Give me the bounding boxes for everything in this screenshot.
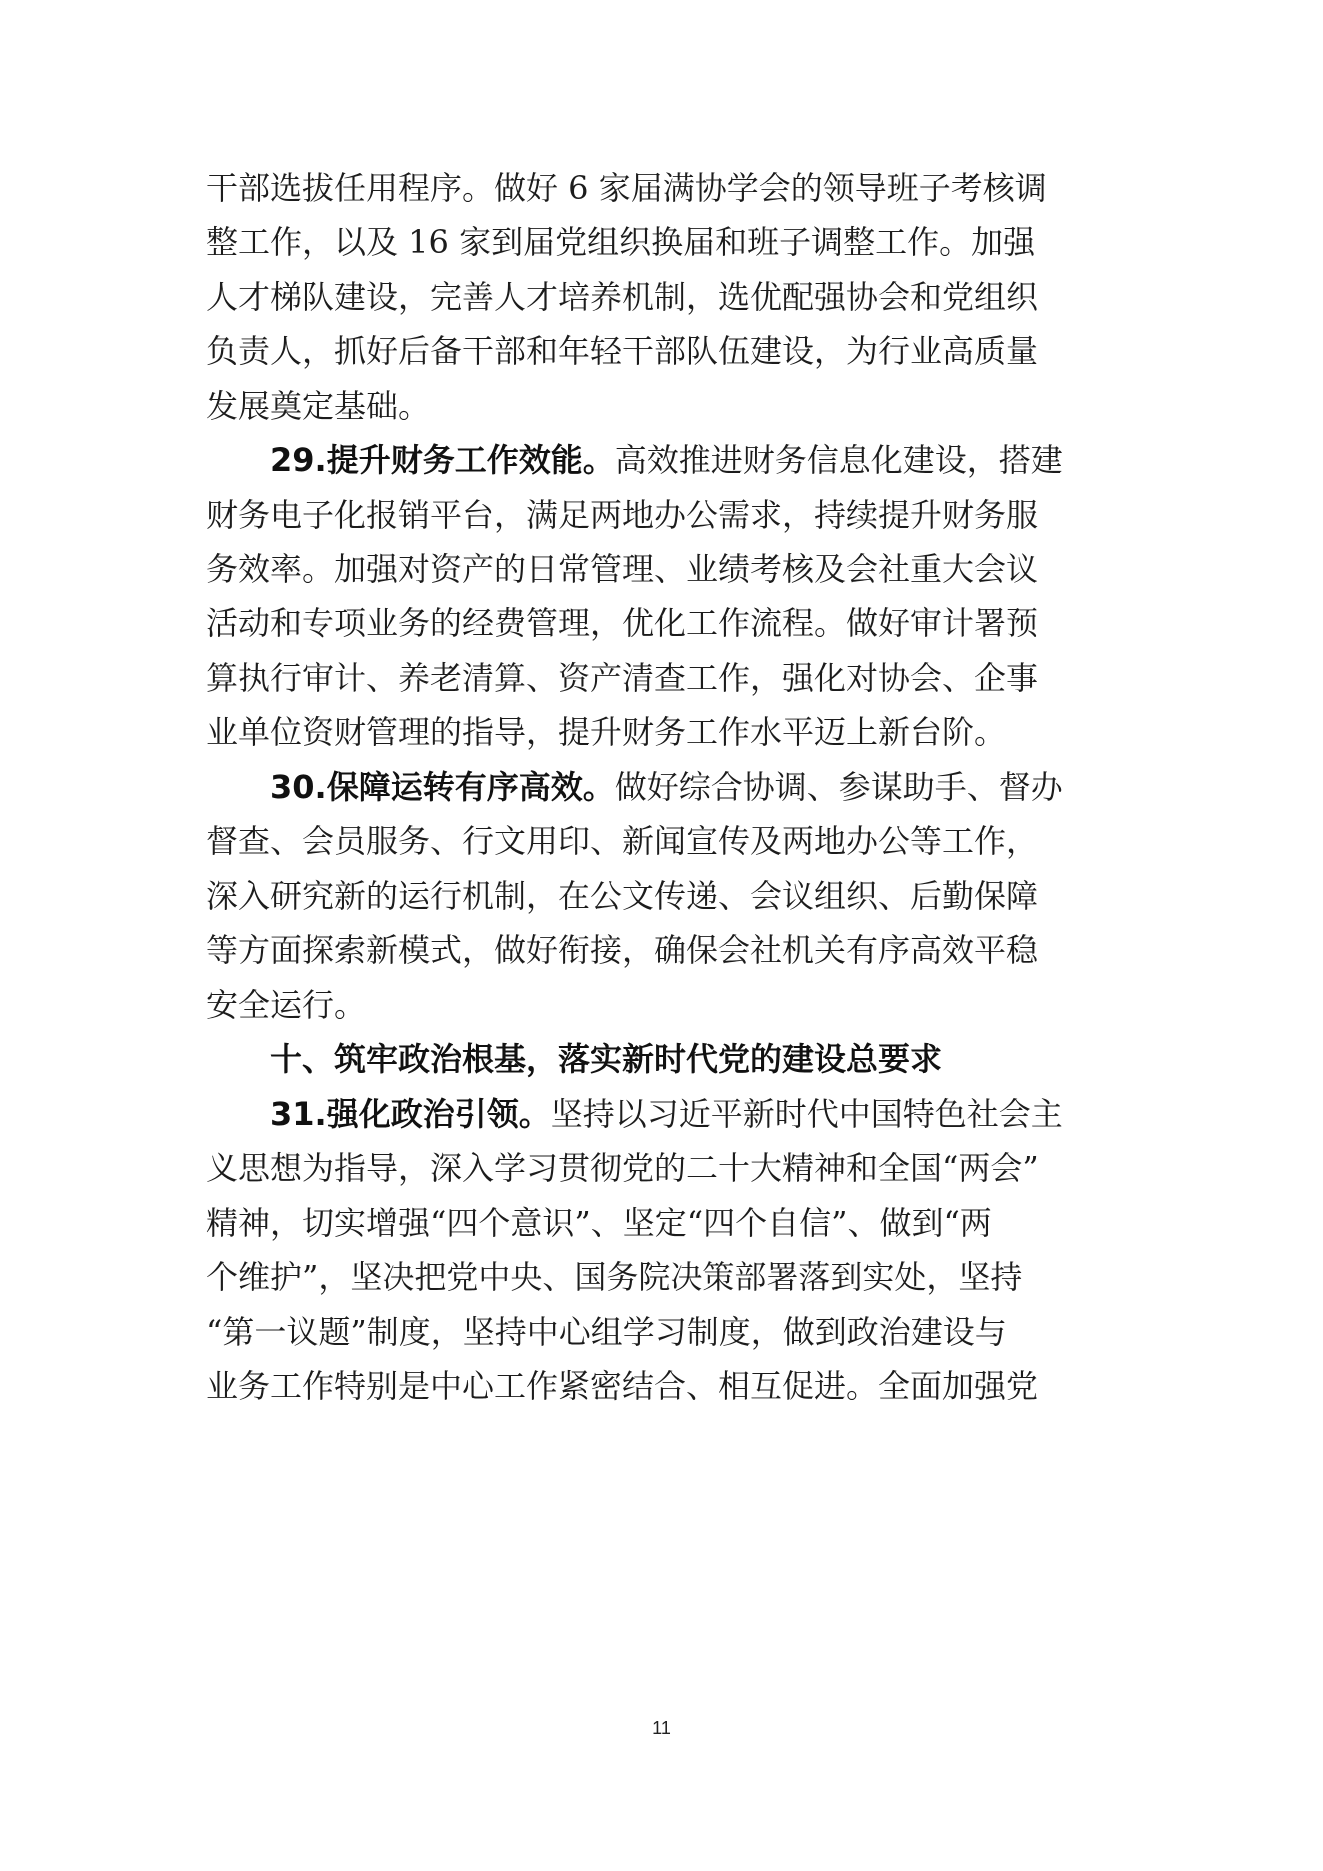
item-29-text: 高效推进财务信息化建设，搭建 bbox=[614, 441, 1063, 479]
paragraph-line: 财务电子化报销平台，满足两地办公需求，持续提升财务服 bbox=[206, 496, 1039, 534]
item-30-title: 30.保障运转有序高效。 bbox=[270, 768, 615, 806]
paragraph-line: 安全运行。 bbox=[206, 986, 367, 1024]
item-30-text: 做好综合协调、参谋助手、督办 bbox=[614, 768, 1063, 806]
section-heading: 十、筑牢政治根基，落实新时代党的建设总要求 bbox=[270, 1040, 943, 1078]
paragraph-line: 个维护”，坚决把党中央、国务院决策部署落到实处，坚持 bbox=[206, 1258, 1023, 1296]
page-number: 11 bbox=[652, 1718, 671, 1738]
paragraph-line: 务效率。加强对资产的日常管理、业绩考核及会社重大会议 bbox=[206, 550, 1039, 588]
paragraph-line: 人才梯队建设，完善人才培养机制，选优配强协会和党组织 bbox=[206, 278, 1039, 316]
item-31-text: 坚持以习近平新时代中国特色社会主 bbox=[550, 1095, 1063, 1133]
item-29-first-line bbox=[270, 438, 1063, 482]
paragraph-line: 义思想为指导，深入学习贯彻党的二十大精神和全国“两会” bbox=[206, 1149, 1039, 1187]
paragraph-line: 发展奠定基础。 bbox=[206, 387, 431, 425]
paragraph-line: 活动和专项业务的经费管理，优化工作流程。做好审计署预 bbox=[206, 604, 1039, 642]
paragraph-line: 负责人，抓好后备干部和年轻干部队伍建设，为行业高质量 bbox=[206, 332, 1039, 370]
item-31-first-line bbox=[270, 1092, 1063, 1136]
paragraph-line: 精神，切实增强“四个意识”、坚定“四个自信”、做到“两 bbox=[206, 1204, 992, 1242]
paragraph-line: “第一议题”制度，坚持中心组学习制度，做到政治建设与 bbox=[206, 1313, 1007, 1351]
paragraph-line: 算执行审计、养老清算、资产清查工作，强化对协会、企事 bbox=[206, 659, 1039, 697]
paragraph-line: 深入研究新的运行机制，在公文传递、会议组织、后勤保障 bbox=[206, 877, 1039, 915]
item-31-title: 31.强化政治引领。 bbox=[270, 1095, 551, 1133]
paragraph-line: 等方面探索新模式，做好衔接，确保会社机关有序高效平稳 bbox=[206, 931, 1039, 969]
paragraph-line: 整工作，以及 16 家到届党组织换届和班子调整工作。加强 bbox=[206, 223, 1036, 261]
item-30-first-line bbox=[270, 765, 1063, 809]
paragraph-line: 督查、会员服务、行文用印、新闻宣传及两地办公等工作， bbox=[206, 822, 1039, 860]
paragraph-line: 干部选拔任用程序。做好 6 家届满协学会的领导班子考核调 bbox=[206, 169, 1047, 207]
paragraph-line: 业务工作特别是中心工作紧密结合、相互促进。全面加强党 bbox=[206, 1367, 1039, 1405]
item-29-title: 29.提升财务工作效能。 bbox=[270, 441, 615, 479]
paragraph-line: 业单位资财管理的指导，提升财务工作水平迈上新台阶。 bbox=[206, 713, 1007, 751]
